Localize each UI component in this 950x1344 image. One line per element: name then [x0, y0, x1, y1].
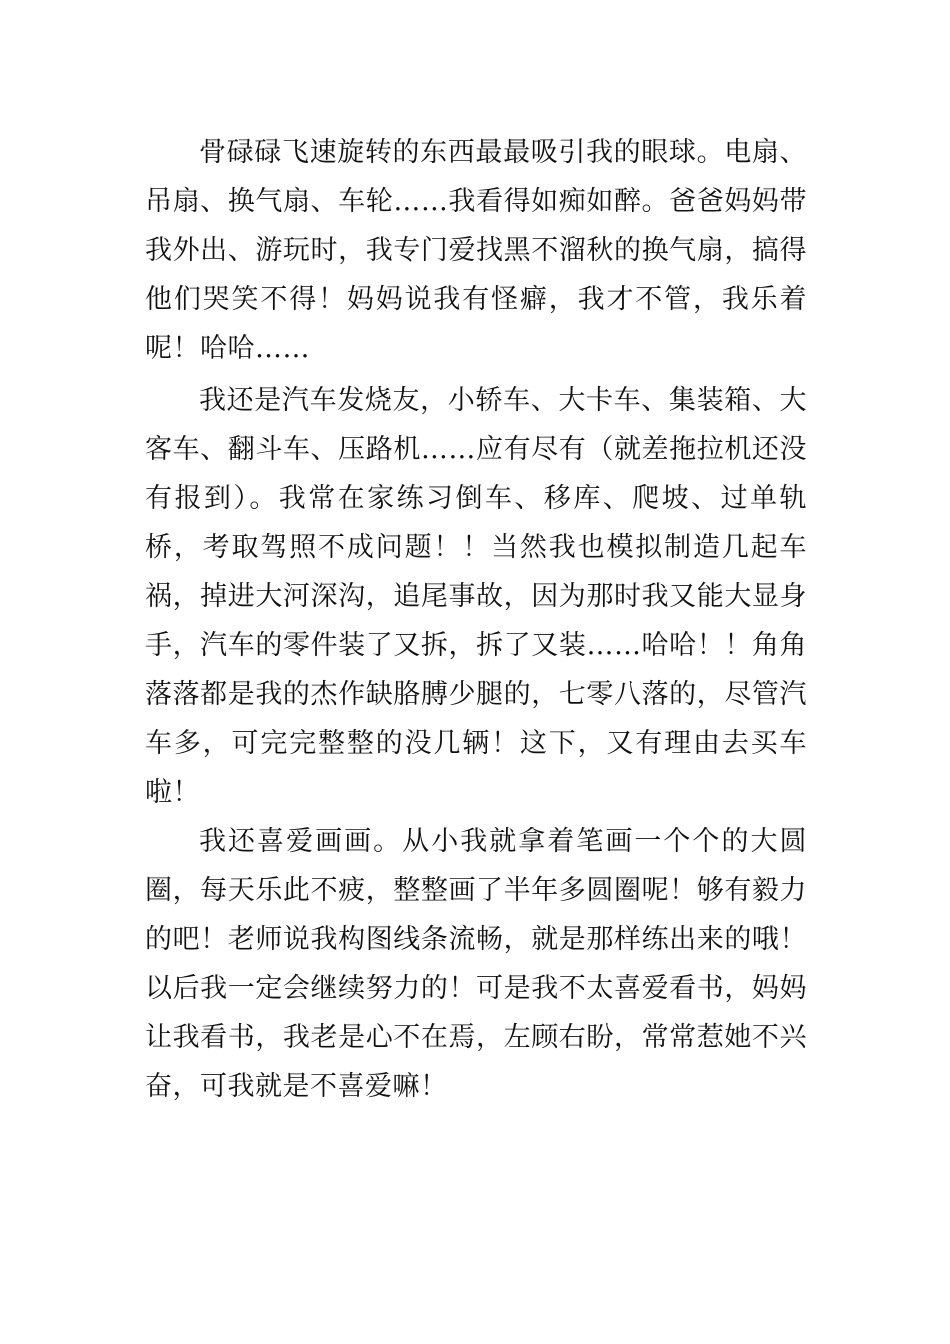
document-body [145, 128, 807, 1111]
paragraph-2: 我还是汽车发烧友，小轿车、大卡车、集装箱、大客车、翻斗车、压路机……应有尽有（就差拖拉机还没有报到）。我常在家练习倒车、移库、爬坡、过单轨桥，考取驾照不成问题！！当然我也模拟制造几起车祸，掉进大河深沟，追尾事故，因为那时我又能大显身手，汽车的零件装了又拆，拆了又装……哈哈！！角角落落都是我的杰作缺胳膊少腿的，七零八落的，尽管汽车多，可完完整整的没几辆！这下，又有理由去买车啦！ [145, 385, 807, 808]
paragraph-1: 骨碌碌飞速旋转的东西最最吸引我的眼球。电扇、吊扇、换气扇、车轮……我看得如痴如醉。爸爸妈妈带我外出、游玩时，我专门爱找黑不溜秋的换气扇，搞得他们哭笑不得！妈妈说我有怪癖，我才不管，我乐着呢！哈哈…… [145, 137, 807, 364]
paragraph-3: 我还喜爱画画。从小我就拿着笔画一个个的大圆圈，每天乐此不疲，整整画了半年多圆圈呢！够有毅力的吧！老师说我构图线条流畅，就是那样练出来的哦！以后我一定会继续努力的！可是我不太喜爱看书，妈妈让我看书，我老是心不在焉，左顾右盼，常常惹她不兴奋，可我就是不喜爱嘛！ [145, 826, 807, 1102]
